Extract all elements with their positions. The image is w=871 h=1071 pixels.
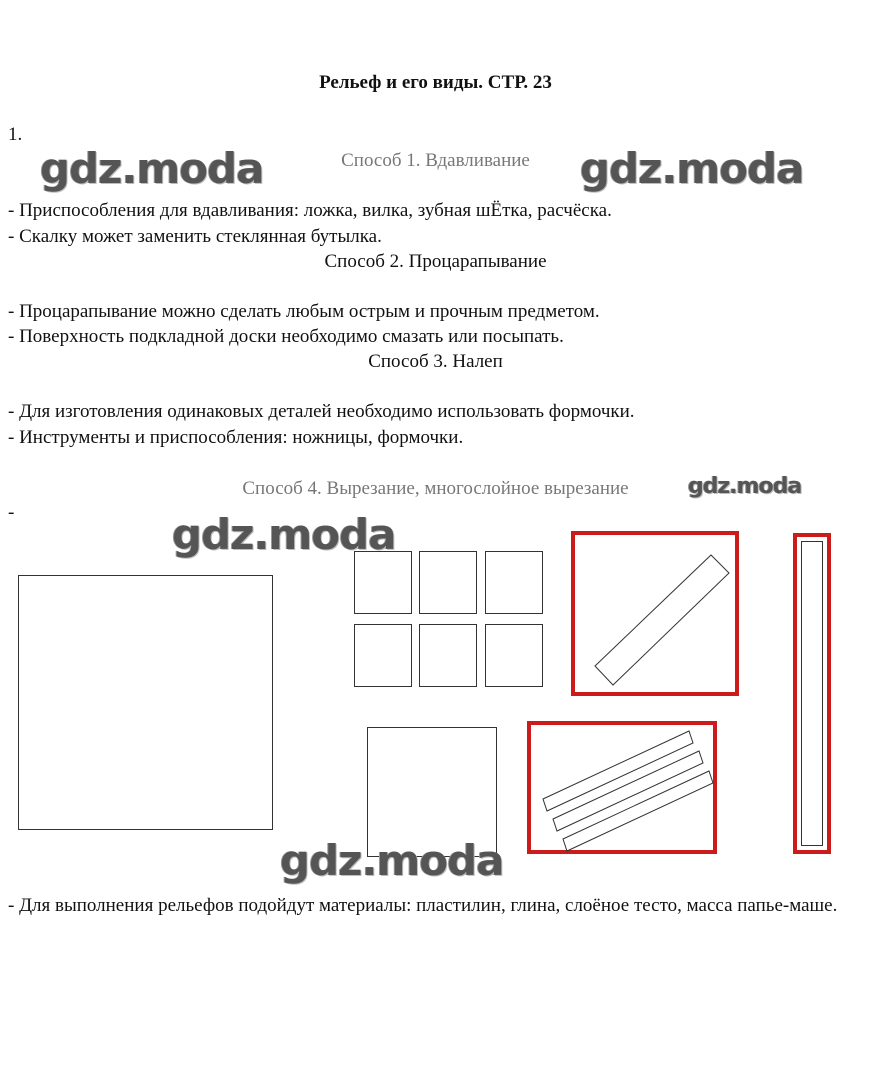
small-square	[485, 551, 543, 614]
watermark: gdz.moda	[688, 474, 802, 499]
large-square	[18, 575, 273, 830]
method-3-heading: Способ 3. Налеп	[368, 351, 503, 372]
task-number: 1.	[8, 124, 23, 145]
method-1-heading: Способ 1. Вдавливание	[341, 150, 530, 171]
three-strips	[527, 721, 717, 856]
small-square	[354, 551, 412, 614]
method-1-line-2: - Скалку может заменить стеклянная бутылка.	[8, 226, 382, 247]
method-3-line-1: - Для изготовления одинаковых деталей необходимо использовать формочки.	[8, 401, 635, 422]
watermark: gdz.moda	[40, 144, 264, 193]
red-frame-tall	[793, 533, 831, 854]
small-square	[485, 624, 543, 687]
method-2-heading: Способ 2. Процарапывание	[324, 251, 547, 272]
small-square	[419, 624, 477, 687]
tall-strip	[801, 541, 823, 846]
method-4-line-1: -	[8, 502, 15, 523]
red-frame-three-strips	[527, 721, 717, 854]
small-square	[419, 551, 477, 614]
method-2-line-1: - Процарапывание можно сделать любым острым и прочным предметом.	[8, 301, 600, 322]
method-1-line-1: - Приспособления для вдавливания: ложка, вилка, зубная шЁтка, расчёска.	[8, 200, 612, 221]
diagonal-strip	[575, 535, 735, 692]
page-title: Рельеф и его виды. СТР. 23	[319, 72, 552, 93]
small-square	[354, 624, 412, 687]
watermark: gdz.moda	[580, 144, 804, 193]
method-2-line-2: - Поверхность подкладной доски необходимо смазать или посыпать.	[8, 326, 564, 347]
materials-paragraph: - Для выполнения рельефов подойдут материалы: пластилин, глина, слоёное тесто, масса папье-маше.	[8, 895, 838, 916]
method-3-line-2: - Инструменты и приспособления: ножницы, формочки.	[8, 427, 464, 448]
method-4-heading: Способ 4. Вырезание, многослойное вырезание	[242, 478, 629, 499]
red-frame-diagonal-strip	[571, 531, 739, 696]
watermark: gdz.moda	[280, 836, 504, 885]
watermark: gdz.moda	[172, 510, 396, 559]
